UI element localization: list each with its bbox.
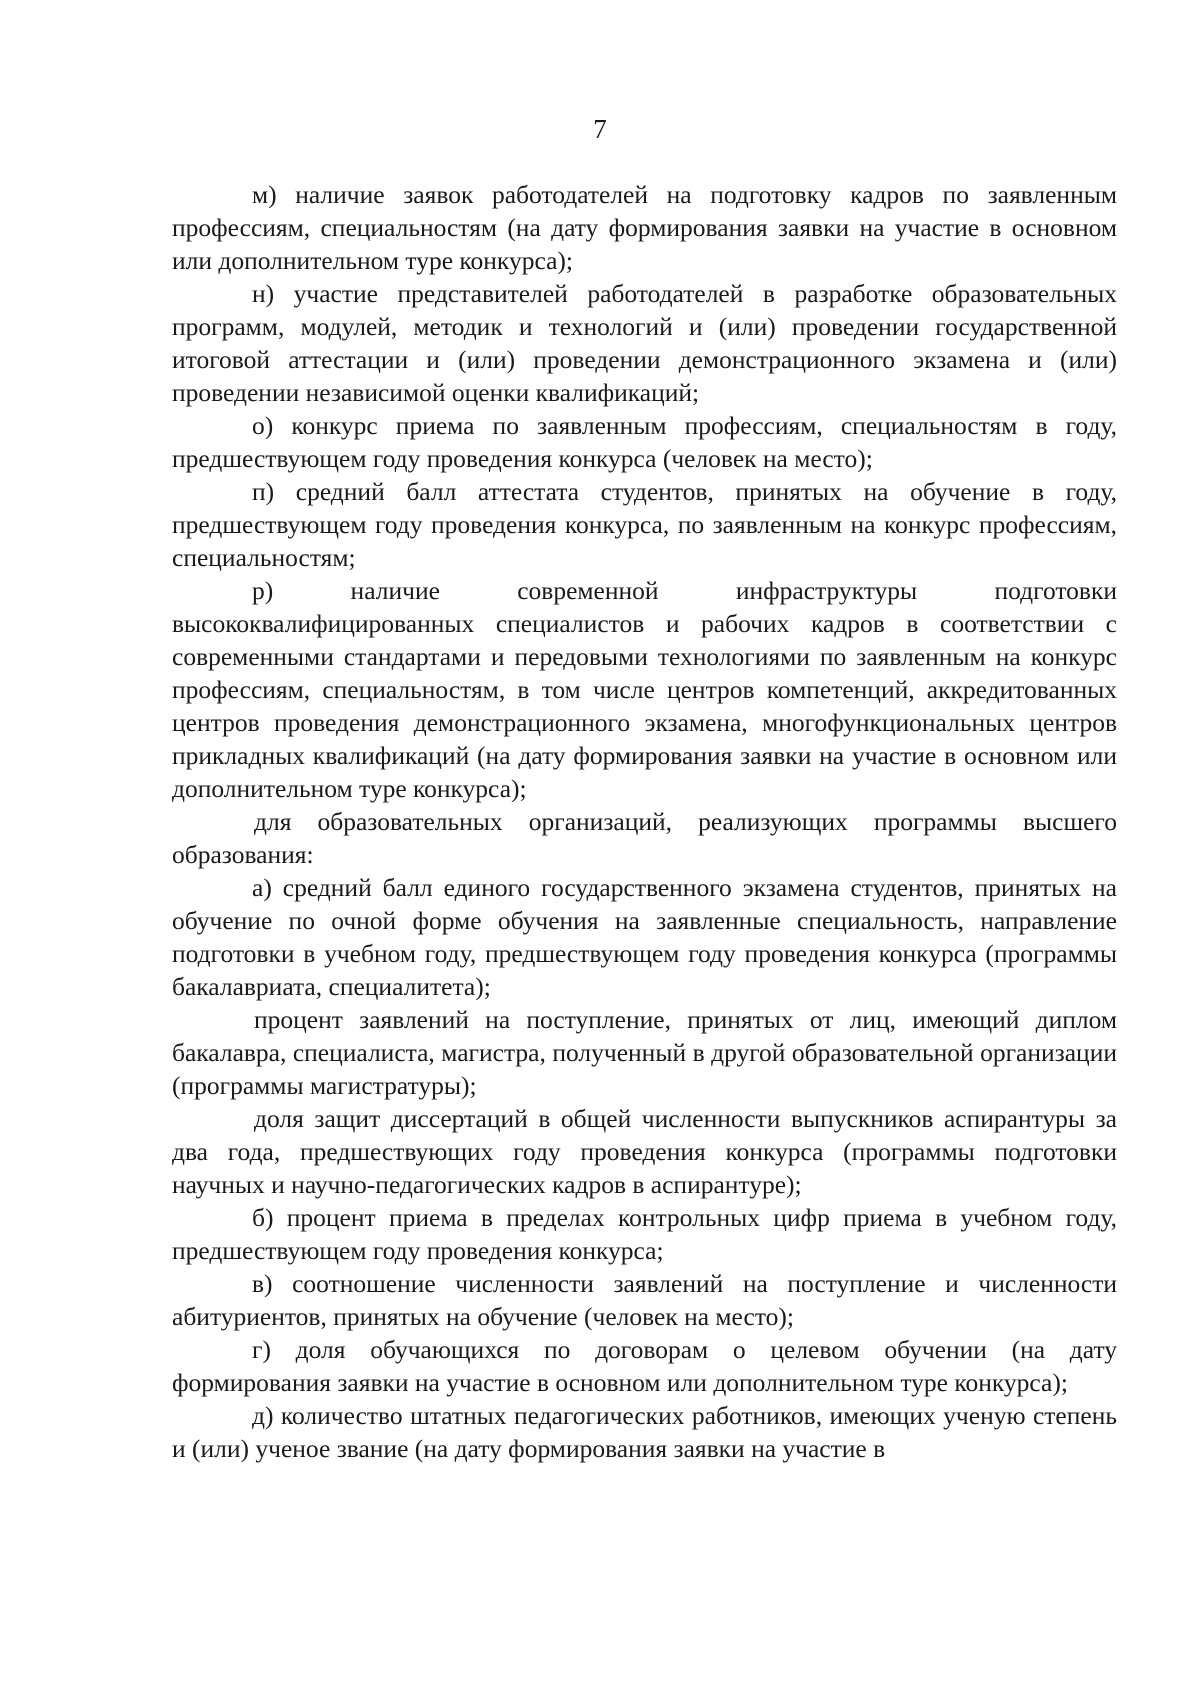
paragraph-dissertation-share: доля защит диссертаций в общей численности выпускников аспирантуры за два года, предшествующих году проведения конкурса (программы подготовки научных и научно-педагогических кадров в аспирантуре); <box>172 1104 1117 1199</box>
paragraph-m: м) наличие заявок работодателей на подготовку кадров по заявленным профессиям, специальностям (на дату формирования заявки на участие в основном или дополнительном туре конкурса); <box>172 180 1117 275</box>
paragraph-r: р) наличие современной инфраструктуры подготовки высококвалифицированных специалистов и рабочих кадров в соответствии с современными стандартами и передовыми технологиями по заявленным на конкурс профессиям, специальностям, в том числе центров компетенций, аккредитованных центров проведения демонстрационного экзамена, многофункциональных центров прикладных квалификаций (на дату формирования заявки на участие в основном или дополнительном туре конкурса); <box>172 576 1117 803</box>
document-body <box>172 178 1117 1465</box>
paragraph-b: б) процент приема в пределах контрольных цифр приема в учебном году, предшествующем году проведения конкурса; <box>172 1203 1117 1265</box>
paragraph-v: в) соотношение численности заявлений на поступление и численности абитуриентов, принятых на обучение (человек на место); <box>172 1269 1117 1331</box>
paragraph-d: д) количество штатных педагогических работников, имеющих ученую степень и (или) ученое звание (на дату формирования заявки на участие в <box>172 1401 1117 1463</box>
paragraph-master-percent: процент заявлений на поступление, принятых от лиц, имеющий диплом бакалавра, специалиста, магистра, полученный в другой образовательной организации (программы магистратуры); <box>172 1005 1117 1100</box>
paragraph-n: н) участие представителей работодателей в разработке образовательных программ, модулей, методик и технологий и (или) проведении государственной итоговой аттестации и (или) проведении демонстрационного экзамена и (или) проведении независимой оценки квалификаций; <box>172 279 1117 407</box>
paragraph-higher-education-intro: для образовательных организаций, реализующих программы высшего образования: <box>172 807 1117 869</box>
paragraph-g: г) доля обучающихся по договорам о целевом обучении (на дату формирования заявки на участие в основном или дополнительном туре конкурса); <box>172 1335 1117 1397</box>
paragraph-p: п) средний балл аттестата студентов, принятых на обучение в году, предшествующем году проведения конкурса, по заявленным на конкурс профессиям, специальностям; <box>172 477 1117 572</box>
paragraph-o: о) конкурс приема по заявленным профессиям, специальностям в году, предшествующем году проведения конкурса (человек на место); <box>172 411 1117 473</box>
paragraph-a: а) средний балл единого государственного экзамена студентов, принятых на обучение по очной форме обучения на заявленные специальность, направление подготовки в учебном году, предшествующем году проведения конкурса (программы бакалавриата, специалитета); <box>172 873 1117 1001</box>
page-number: 7 <box>593 114 607 144</box>
